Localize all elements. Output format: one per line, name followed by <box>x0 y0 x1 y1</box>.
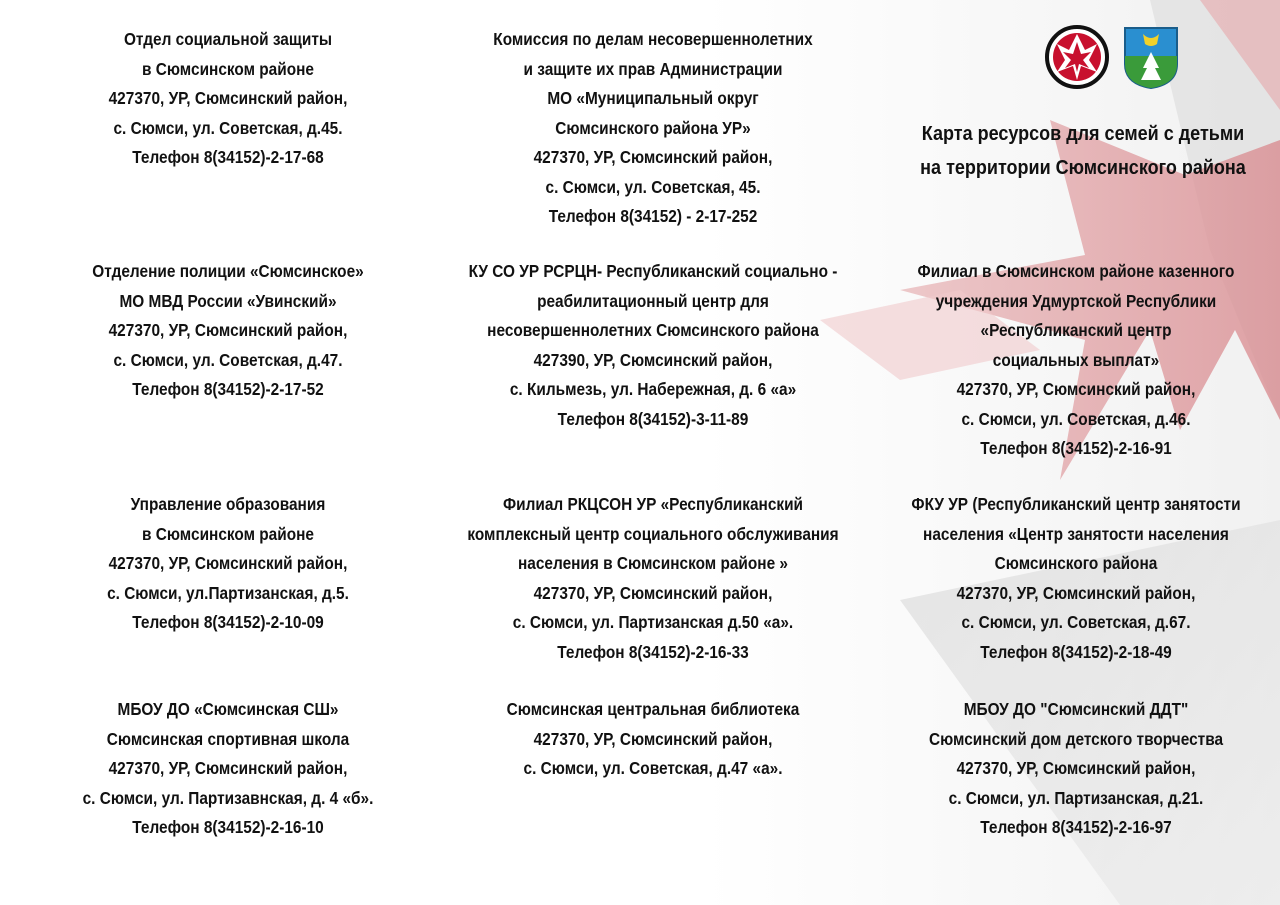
block-phone: Телефон 8(34152)-2-10-09 <box>132 612 324 632</box>
block-sports-school <box>52 695 404 843</box>
block-phone: Телефон 8(34152)-2-16-10 <box>132 817 324 837</box>
block-address: с. Сюмси, ул.Партизанская, д.5. <box>107 582 349 603</box>
block-phone: Телефон 8(34152)-3-11-89 <box>557 408 749 429</box>
block-heading: ФКУ УР (Республиканский центр занятости <box>911 494 1241 514</box>
block-heading: МБОУ ДО "Сюмсинский ДДТ" <box>963 699 1189 719</box>
block-heading: Сюмсинский дом детского творчества <box>928 728 1224 749</box>
syumsi-coat-of-arms-icon <box>1123 26 1179 90</box>
block-heading: Отделение полиции «Сюмсинское» <box>92 261 364 281</box>
block-heading: населения «Центр занятости населения <box>923 523 1229 544</box>
udmurtia-emblem-icon <box>1045 22 1109 92</box>
block-rehab-center <box>451 257 856 434</box>
block-heading: реабилитационный центр для <box>537 290 769 311</box>
block-heading: Комиссия по делам несовершеннолетних <box>493 29 813 49</box>
block-heading: Отдел социальной защиты <box>123 29 333 49</box>
block-address: с. Сюмси, ул. Партизанская д.50 «а». <box>512 612 794 632</box>
block-address: 427370, УР, Сюмсинский район, <box>533 728 773 749</box>
block-address: с. Сюмси, ул. Советская, 45. <box>545 176 761 197</box>
block-address: 427390, УР, Сюмсинский район, <box>533 349 773 370</box>
block-heading: КУ СО УР РСРЦН- Республиканский социально - <box>468 261 838 281</box>
block-phone: Телефон 8(34152)-2-16-33 <box>557 641 749 662</box>
block-social-service-center <box>446 490 860 667</box>
block-address: с. Сюмси, ул. Советская, д.47 «а». <box>523 758 783 778</box>
block-phone: Телефон 8(34152)-2-16-91 <box>980 438 1172 458</box>
block-heading: комплексный центр социального обслуживания <box>467 523 839 544</box>
block-heading: в Сюмсинском районе <box>141 58 314 79</box>
block-employment-center <box>891 490 1261 667</box>
block-heading: Филиал РКЦСОН УР «Республиканский <box>502 494 804 514</box>
block-address: с. Сюмси, ул. Советская, д.45. <box>113 117 343 138</box>
block-heading: социальных выплат» <box>992 349 1160 370</box>
block-minors-commission <box>464 25 842 232</box>
block-police <box>52 257 404 405</box>
block-heading: МО «Муниципальный округ <box>547 88 759 108</box>
block-address: 427370, УР, Сюмсинский район, <box>108 553 348 573</box>
block-address: с. Сюмси, ул. Партизавнская, д. 4 «б». <box>82 787 374 808</box>
block-heading: «Республиканский центр <box>980 320 1172 340</box>
block-phone: Телефон 8(34152)-2-17-68 <box>132 147 324 167</box>
block-address: с. Сюмси, ул. Партизанская, д.21. <box>948 787 1204 808</box>
block-heading: Филиал в Сюмсинском районе казенного <box>917 261 1235 281</box>
page-title-line: Карта ресурсов для семей с детьми <box>921 123 1245 145</box>
block-social-payments <box>891 257 1261 464</box>
block-address: 427370, УР, Сюмсинский район, <box>956 582 1196 603</box>
block-address: 427370, УР, Сюмсинский район, <box>533 147 773 167</box>
block-heading: Управление образования <box>130 494 326 514</box>
block-address: 427370, УР, Сюмсинский район, <box>108 320 348 340</box>
block-address: 427370, УР, Сюмсинский район, <box>956 379 1196 399</box>
block-address: 427370, УР, Сюмсинский район, <box>108 758 348 778</box>
block-address: с. Сюмси, ул. Советская, д.46. <box>961 408 1191 429</box>
block-library <box>464 695 842 784</box>
block-heading: Сюмсинская центральная библиотека <box>506 699 800 719</box>
block-address: 427370, УР, Сюмсинский район, <box>956 758 1196 778</box>
page-title-line: на территории Сюмсинского района <box>920 157 1246 179</box>
block-heading: несовершеннолетних Сюмсинского района <box>487 320 819 340</box>
block-heading: и защите их прав Администрации <box>523 58 783 79</box>
block-heading: в Сюмсинском районе <box>141 523 314 544</box>
block-heading: учреждения Удмуртской Республики <box>935 290 1217 311</box>
block-address: 427370, УР, Сюмсинский район, <box>108 88 348 108</box>
block-address: с. Сюмси, ул. Советская, д.67. <box>961 612 1191 632</box>
block-phone: Телефон 8(34152) - 2-17-252 <box>548 206 758 226</box>
page-title <box>918 117 1247 185</box>
block-children-creativity <box>891 695 1261 843</box>
block-address: с. Сюмси, ул. Советская, д.47. <box>113 349 343 370</box>
block-heading: Сюмсинского района УР» <box>555 117 751 138</box>
block-heading: МБОУ ДО «Сюмсинская СШ» <box>117 699 339 719</box>
block-phone: Телефон 8(34152)-2-16-97 <box>980 817 1172 837</box>
block-phone: Телефон 8(34152)-2-17-52 <box>132 379 324 399</box>
block-heading: Сюмсинская спортивная школа <box>106 728 350 749</box>
block-social-protection <box>52 25 404 173</box>
block-education <box>52 490 404 638</box>
block-heading: МО МВД России «Увинский» <box>119 290 337 311</box>
block-heading: Сюмсинского района <box>994 553 1158 573</box>
block-address: с. Кильмезь, ул. Набережная, д. 6 «а» <box>509 379 797 399</box>
block-heading: населения в Сюмсинском районе » <box>517 553 789 573</box>
block-address: 427370, УР, Сюмсинский район, <box>533 582 773 603</box>
block-phone: Телефон 8(34152)-2-18-49 <box>980 641 1172 662</box>
